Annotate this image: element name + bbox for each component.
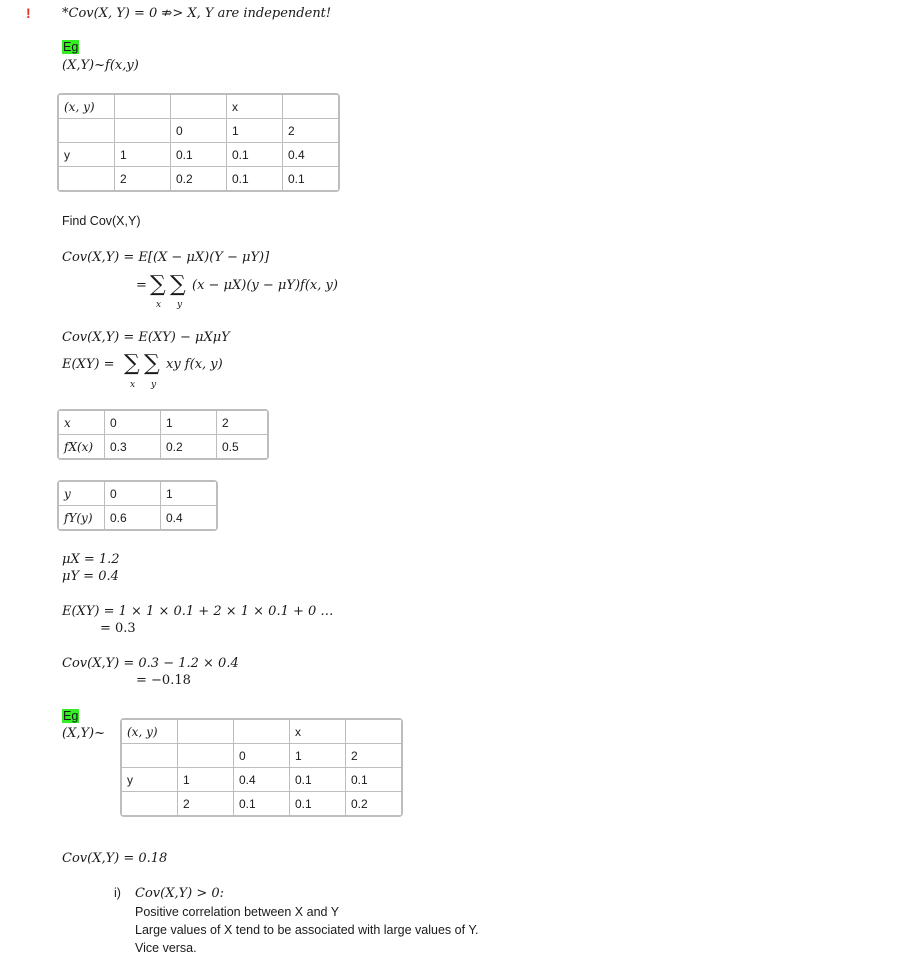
table-row <box>59 435 268 459</box>
cov-calc-1: Cov(X,Y) = 0.3 − 1.2 × 0.4 <box>62 656 239 671</box>
joint-dist-1: (X,Y)~f(x,y) <box>62 58 139 73</box>
cov-result-2: Cov(X,Y) = 0.18 <box>62 851 168 866</box>
table-cell: 1 <box>227 119 283 143</box>
table-row <box>59 482 217 506</box>
eg-label-1: Eg <box>63 40 79 54</box>
table-cell: 0.6 <box>105 506 161 530</box>
table-row <box>122 744 402 768</box>
table-cell: 2 <box>283 119 339 143</box>
table-cell: 0.1 <box>290 768 346 792</box>
marginal-y-table <box>58 481 217 530</box>
table-cell: 0.4 <box>234 768 290 792</box>
table-row <box>59 143 339 167</box>
table-row <box>59 167 339 191</box>
exy-calc-2: = 0.3 <box>100 621 136 636</box>
sum-x2-icon: ∑ <box>124 351 140 376</box>
table-cell: 2 <box>178 792 234 816</box>
table-cell: 2 <box>346 744 402 768</box>
table-cell: y <box>59 482 105 506</box>
table-cell: fX(x) <box>59 435 105 459</box>
table-row <box>59 411 268 435</box>
mu-y: μY = 0.4 <box>62 569 119 584</box>
joint-table-2 <box>121 719 402 816</box>
table-cell: 0.1 <box>283 167 339 191</box>
sum-x-icon: ∑ <box>150 272 166 297</box>
table-cell: 1 <box>115 143 171 167</box>
table-cell <box>115 119 171 143</box>
exy-expr: xy f(x, y) <box>166 357 223 372</box>
table-row <box>122 768 402 792</box>
warning-flag-icon: ! <box>26 5 31 21</box>
table-row <box>59 119 339 143</box>
eg-label-2: Eg <box>63 709 79 723</box>
table-cell: y <box>59 143 115 167</box>
table-cell: 1 <box>290 744 346 768</box>
table-cell: 0.1 <box>171 143 227 167</box>
list-item: Large values of X tend to be associated with large values of Y. <box>135 923 479 937</box>
table-cell <box>346 720 402 744</box>
find-cov-heading: Find Cov(X,Y) <box>62 214 141 228</box>
cov-def-expr: (x − μX)(y − μY)f(x, y) <box>192 278 338 293</box>
exy-lhs: E(XY) = <box>62 357 115 372</box>
list-item: Positive correlation between X and Y <box>135 905 340 919</box>
table-cell <box>122 744 178 768</box>
table-cell: 0.4 <box>161 506 217 530</box>
cov-calc-2: = −0.18 <box>136 673 191 688</box>
exy-calc-1: E(XY) = 1 × 1 × 0.1 + 2 × 1 × 0.1 + 0 … <box>62 604 334 619</box>
table-cell: 0.2 <box>161 435 217 459</box>
table-cell: fY(y) <box>59 506 105 530</box>
table-cell: 1 <box>178 768 234 792</box>
table-cell: 0 <box>171 119 227 143</box>
table-cell <box>234 720 290 744</box>
table-row <box>122 720 402 744</box>
table-cell: 0.3 <box>105 435 161 459</box>
cov-shortcut: Cov(X,Y) = E(XY) − μXμY <box>62 330 230 345</box>
joint-dist-2: (X,Y)~ <box>62 726 106 741</box>
table-row <box>59 95 339 119</box>
table-cell: 0.1 <box>227 167 283 191</box>
positive-cov-title: Cov(X,Y) > 0: <box>135 886 225 901</box>
mu-x: μX = 1.2 <box>62 552 120 567</box>
sum-y-icon: ∑ <box>170 272 186 297</box>
table-cell: 2 <box>217 411 268 435</box>
sum-sub-y: y <box>177 300 183 310</box>
sum-sub-x: x <box>156 300 162 310</box>
table-cell: 0.1 <box>346 768 402 792</box>
sum-sub-x2: x <box>130 380 136 390</box>
joint-table-1 <box>58 94 339 191</box>
table-cell <box>122 792 178 816</box>
marginal-x-table <box>58 410 268 459</box>
list-item: Vice versa. <box>135 941 197 955</box>
table-cell: (x, y) <box>122 720 178 744</box>
cov-def-eq: = <box>136 278 147 293</box>
table-cell: x <box>290 720 346 744</box>
table-cell: 1 <box>161 482 217 506</box>
table-cell <box>115 95 171 119</box>
table-row <box>122 792 402 816</box>
table-cell: 0 <box>105 411 161 435</box>
table-cell: 0.1 <box>234 792 290 816</box>
table-cell: 2 <box>115 167 171 191</box>
sum-y2-icon: ∑ <box>144 351 160 376</box>
independence-note: *Cov(X, Y) = 0 ⇏> X, Y are independent! <box>62 6 332 21</box>
sum-sub-y2: y <box>151 380 157 390</box>
table-cell: 0.1 <box>290 792 346 816</box>
table-cell <box>59 119 115 143</box>
table-cell: 0.2 <box>171 167 227 191</box>
table-cell: 0.5 <box>217 435 268 459</box>
table-cell <box>178 720 234 744</box>
table-cell: 0.4 <box>283 143 339 167</box>
table-cell: y <box>122 768 178 792</box>
table-cell: x <box>59 411 105 435</box>
table-cell <box>59 167 115 191</box>
table-cell <box>178 744 234 768</box>
table-cell: 1 <box>161 411 217 435</box>
table-row <box>59 506 217 530</box>
table-cell: 0 <box>234 744 290 768</box>
table-cell <box>171 95 227 119</box>
table-cell: x <box>227 95 283 119</box>
table-cell: 0 <box>105 482 161 506</box>
cov-definition: Cov(X,Y) = E[(X − μX)(Y − μY)] <box>62 250 270 265</box>
table-cell: 0.2 <box>346 792 402 816</box>
list-marker: i) <box>114 886 121 900</box>
table-cell: 0.1 <box>227 143 283 167</box>
table-cell <box>283 95 339 119</box>
table-cell: (x, y) <box>59 95 115 119</box>
